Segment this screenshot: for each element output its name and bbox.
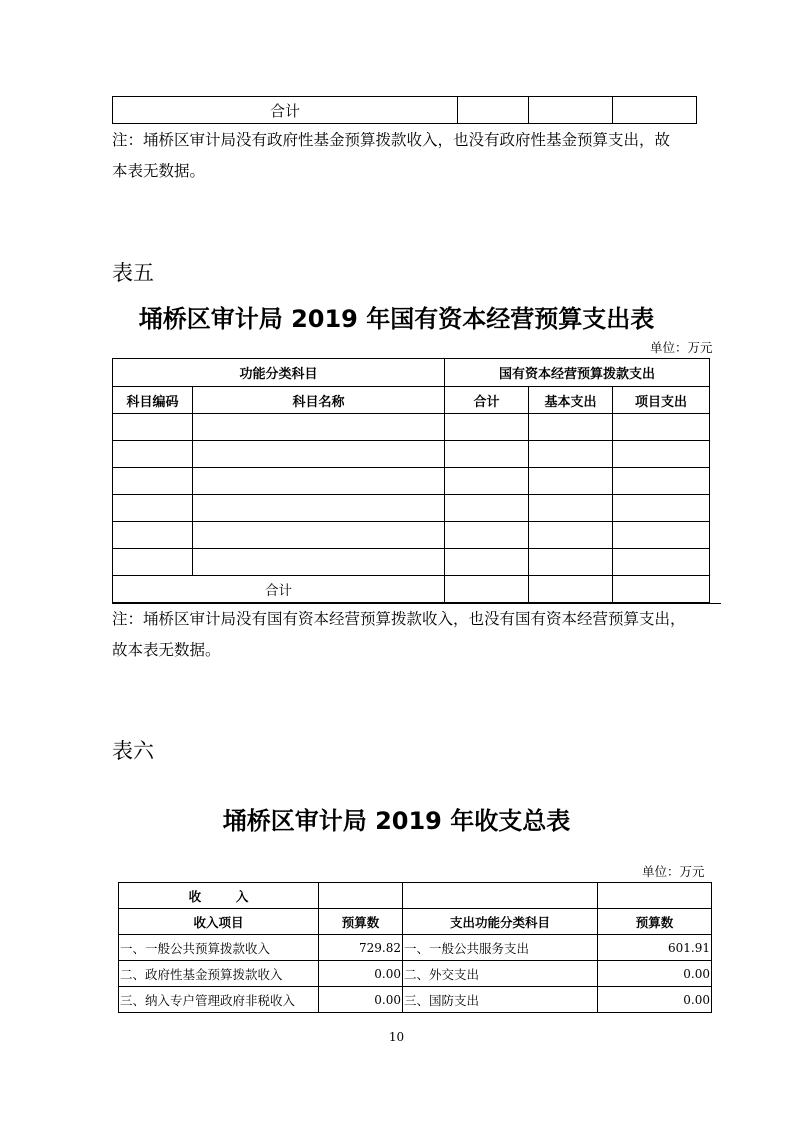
expense-item: 一、一般公共服务支出 — [403, 935, 598, 961]
table-cell — [613, 97, 697, 124]
column-header: 预算数 — [319, 909, 403, 935]
table-header-row — [119, 909, 712, 935]
table6-title: 埇桥区审计局 2019 年收支总表 — [222, 807, 571, 835]
table-header-row — [113, 359, 710, 387]
table-row — [119, 987, 712, 1013]
expense-item: 二、外交支出 — [403, 961, 598, 987]
header-group-left: 功能分类科目 — [113, 359, 445, 387]
income-value: 0.00 — [319, 961, 403, 987]
table-row — [113, 468, 710, 495]
table-row — [113, 495, 710, 522]
note-fund-budget — [112, 125, 712, 187]
total-label: 合计 — [113, 576, 445, 603]
income-group-header: 收 入 — [119, 883, 319, 909]
table-row — [113, 522, 710, 549]
column-header: 收入项目 — [119, 909, 319, 935]
table-row — [119, 961, 712, 987]
note-line: 故本表无数据。 — [112, 641, 221, 659]
expense-value: 601.91 — [598, 935, 712, 961]
expense-value: 0.00 — [598, 987, 712, 1013]
column-header: 科目编码 — [113, 387, 193, 414]
expense-value: 0.00 — [598, 961, 712, 987]
income-item: 二、政府性基金预算拨款收入 — [119, 961, 319, 987]
expense-item: 三、国防支出 — [403, 987, 598, 1013]
note-line: 注：埇桥区审计局没有政府性基金预算拨款收入，也没有政府性基金预算支出，故 — [112, 131, 671, 149]
table-row — [119, 935, 712, 961]
total-label: 合计 — [113, 97, 458, 124]
column-header: 项目支出 — [613, 387, 710, 414]
table-total-row — [113, 576, 710, 603]
table-row — [113, 414, 710, 441]
table-cell — [529, 97, 613, 124]
page-number: 10 — [388, 1030, 405, 1044]
column-header: 合计 — [445, 387, 529, 414]
table-cell — [458, 97, 529, 124]
state-capital-expenditure-table — [112, 358, 710, 603]
header-group-right: 国有资本经营预算拨款支出 — [445, 359, 710, 387]
revenue-expenditure-summary-table — [118, 882, 712, 1013]
note-state-capital — [112, 604, 712, 666]
table-header-row — [119, 883, 712, 909]
column-header: 支出功能分类科目 — [403, 909, 598, 935]
table-row — [113, 97, 697, 124]
column-header: 基本支出 — [529, 387, 613, 414]
note-line: 本表无数据。 — [112, 162, 206, 180]
income-value: 729.82 — [319, 935, 403, 961]
section-label-table6: 表六 — [112, 739, 154, 763]
column-header: 预算数 — [598, 909, 712, 935]
table-header-row — [113, 387, 710, 414]
table6-unit: 单位：万元 — [642, 864, 705, 879]
table5-title: 埇桥区审计局 2019 年国有资本经营预算支出表 — [138, 305, 655, 333]
note-line: 注：埇桥区审计局没有国有资本经营预算拨款收入，也没有国有资本经营预算支出， — [112, 610, 686, 628]
carryover-total-table — [112, 96, 697, 124]
table5-unit: 单位：万元 — [650, 340, 713, 355]
column-header: 科目名称 — [193, 387, 445, 414]
income-item: 一、一般公共预算拨款收入 — [119, 935, 319, 961]
section-label-table5: 表五 — [112, 261, 154, 285]
income-value: 0.00 — [319, 987, 403, 1013]
table-row — [113, 441, 710, 468]
table-row — [113, 549, 710, 576]
income-item: 三、纳入专户管理政府非税收入 — [119, 987, 319, 1013]
